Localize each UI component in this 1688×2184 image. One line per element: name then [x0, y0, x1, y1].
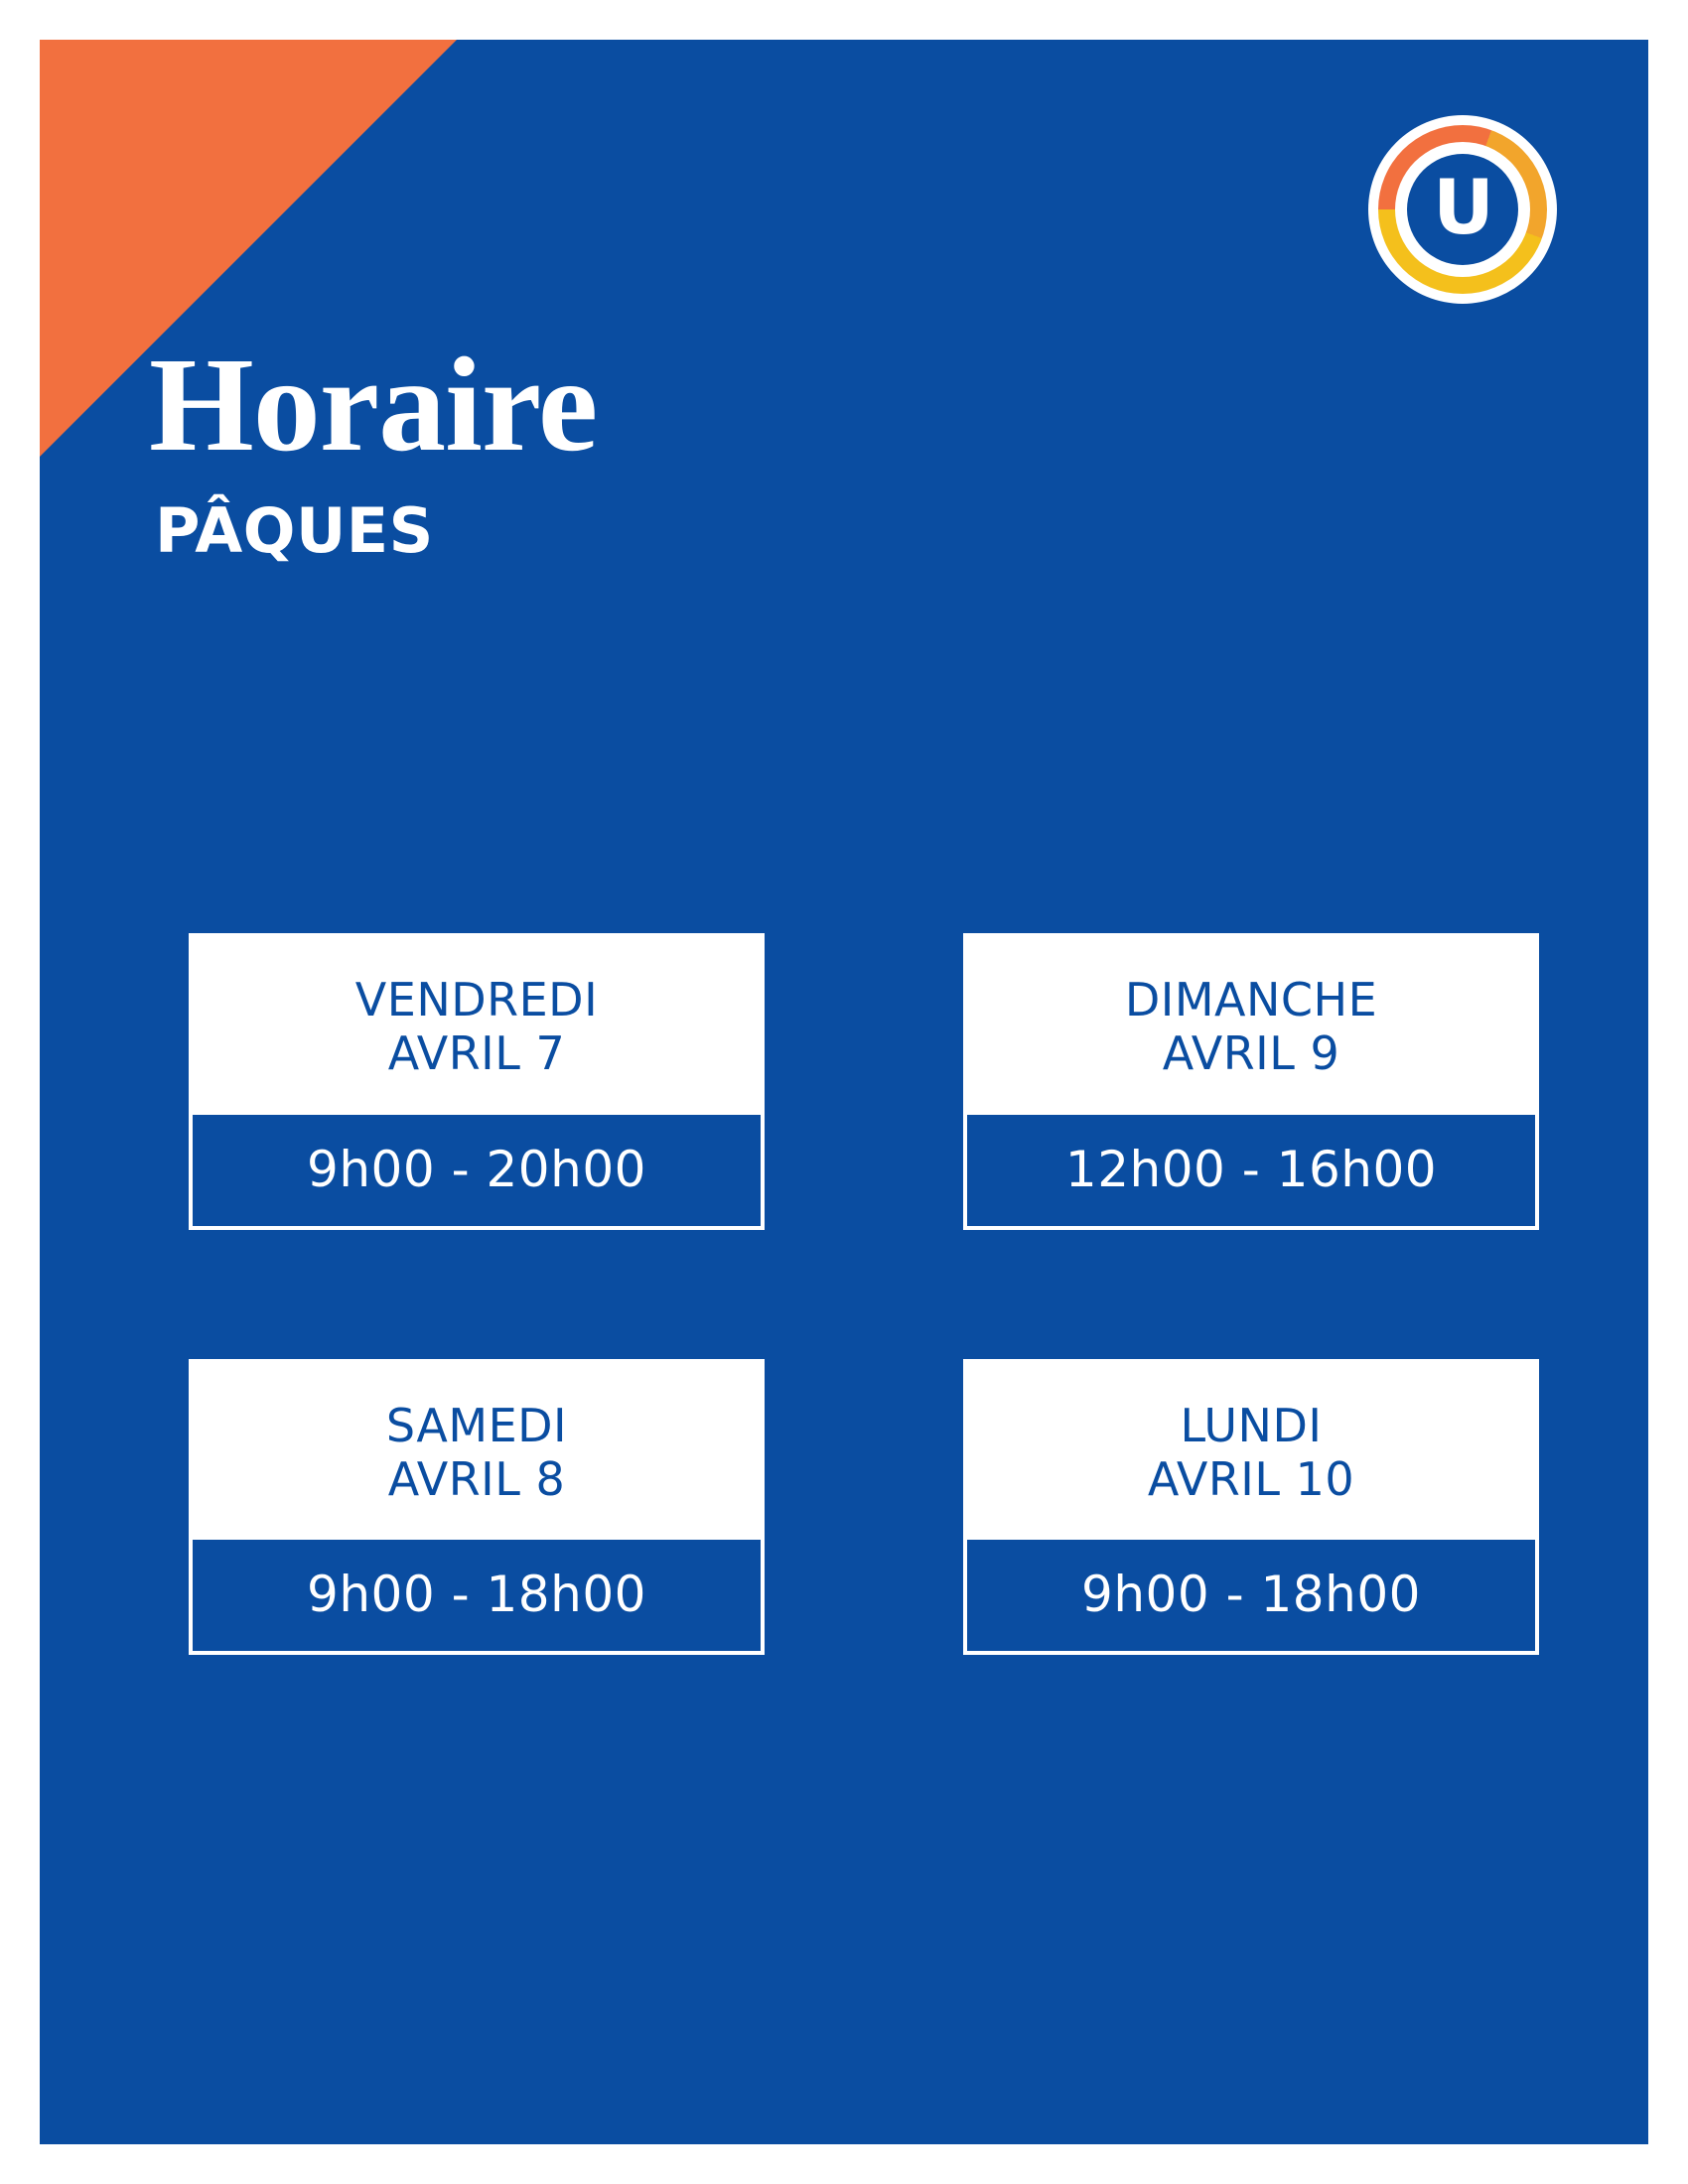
schedule-hours: 9h00 - 18h00 — [967, 1536, 1535, 1651]
schedule-card — [189, 1359, 765, 1656]
title-block — [149, 331, 598, 567]
page-subtitle: PÂQUES — [155, 494, 434, 567]
logo-letter: U — [1433, 163, 1492, 251]
schedule-card-header — [967, 1363, 1535, 1537]
schedule-card-header — [967, 937, 1535, 1111]
schedule-hours: 12h00 - 16h00 — [967, 1111, 1535, 1226]
logo-disc — [1407, 154, 1518, 265]
schedule-date: AVRIL 8 — [387, 1451, 566, 1506]
schedule-hours: 9h00 - 20h00 — [193, 1111, 761, 1226]
schedule-date: AVRIL 9 — [1162, 1026, 1340, 1081]
schedule-date: AVRIL 7 — [387, 1026, 566, 1081]
schedule-card — [963, 1359, 1539, 1656]
schedule-grid — [189, 933, 1519, 1655]
schedule-card-header — [193, 1363, 761, 1537]
schedule-day: SAMEDI — [385, 1398, 568, 1452]
poster — [40, 40, 1648, 2144]
schedule-day: LUNDI — [1180, 1398, 1323, 1452]
logo-inner-ring — [1395, 142, 1530, 277]
schedule-day: DIMANCHE — [1124, 973, 1378, 1026]
u-logo — [1368, 115, 1557, 304]
page-title: Horaire — [149, 331, 598, 479]
schedule-card — [189, 933, 765, 1230]
schedule-card — [963, 933, 1539, 1230]
schedule-date: AVRIL 10 — [1147, 1451, 1355, 1506]
logo-outer-ring — [1378, 125, 1547, 294]
schedule-card-header — [193, 937, 761, 1111]
schedule-day: VENDREDI — [354, 973, 599, 1026]
schedule-hours: 9h00 - 18h00 — [193, 1536, 761, 1651]
